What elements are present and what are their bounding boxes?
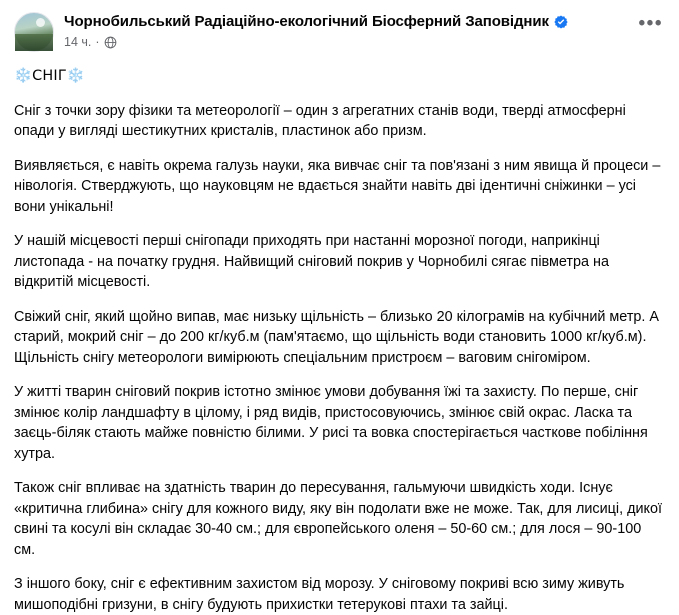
post-paragraph: У нашій місцевості перші снігопади приходять при настанні морозної погоди, наприкінці листопада - на початку грудня. Найвищий сніговий покрив у Чорнобилі сягає півметра на відкритій місцевості. [14,233,609,290]
post-header [0,0,679,52]
page-name-row [64,13,665,34]
post-paragraph: З іншого боку, сніг є ефективним захистом від морозу. У сніговому покриві всю зиму живуть мишоподібні гризуни, в снігу будують прихистки тетерукові птахи та зайці. [14,576,625,613]
verified-badge-icon [554,15,568,29]
post-title: ❄️СНІГ❄️ [14,68,85,84]
post-header-text [64,12,665,49]
avatar[interactable] [14,12,54,52]
meta-separator: · [95,35,100,49]
globe-icon[interactable] [104,36,117,49]
page-name[interactable]: Чорнобильський Радіаційно-екологічний Біосферний Заповідник [64,13,549,30]
post-meta [64,35,665,49]
post-paragraph: Також сніг впливає на здатність тварин до пересування, гальмуючи швидкість ходи. Існує «критична глибина» снігу для кожного виду, яку він подолати вже не може. Так, для лисиці, дикої свині та косулі він складає 30-40 см.; для європейського оленя – 50-60 см.; для лося – 90-100 см. [14,480,662,558]
post-timestamp[interactable]: 14 ч. [64,35,92,49]
post-paragraph: У житті тварин сніговий покрив істотно змінює умови добування їжі та захисту. По перше, сніг змінює колір ландшафту в цілому, і ряд видів, пристосовуючись, змінює свій окрас. Ласка та заєць-біляк стають майже повністю білими. У рисі та вовка спостерігається часткове побіління хутра. [14,384,648,462]
post-body [0,52,679,615]
post-paragraph: Сніг з точки зору фізики та метеорології – один з агрегатних станів води, тверді атмосферні опади у вигляді шестикутних кристалів, пластинок або призм. [14,102,626,139]
post-paragraph: Виявляється, є навіть окрема галузь науки, яка вивчає сніг та пов'язані з ним явища й процеси – нівологія. Стверджують, що науковцям не вдається знайти навіть дві ідентичні сніжинки – усі вони унікальні! [14,157,661,215]
post-paragraph: Свіжий сніг, який щойно випав, має низьку щільність – близько 20 кілограмів на кубічний метр. А старий, мокрий сніг – до 200 кг/куб.м (пам'ятаємо, що щільність води становить 1000 кг/куб.м). Щільність снігу метеорологи вимірюють спеціальним пристроєм – ваговим снігоміром. [14,308,660,366]
post-options-button[interactable]: ••• [638,13,663,34]
